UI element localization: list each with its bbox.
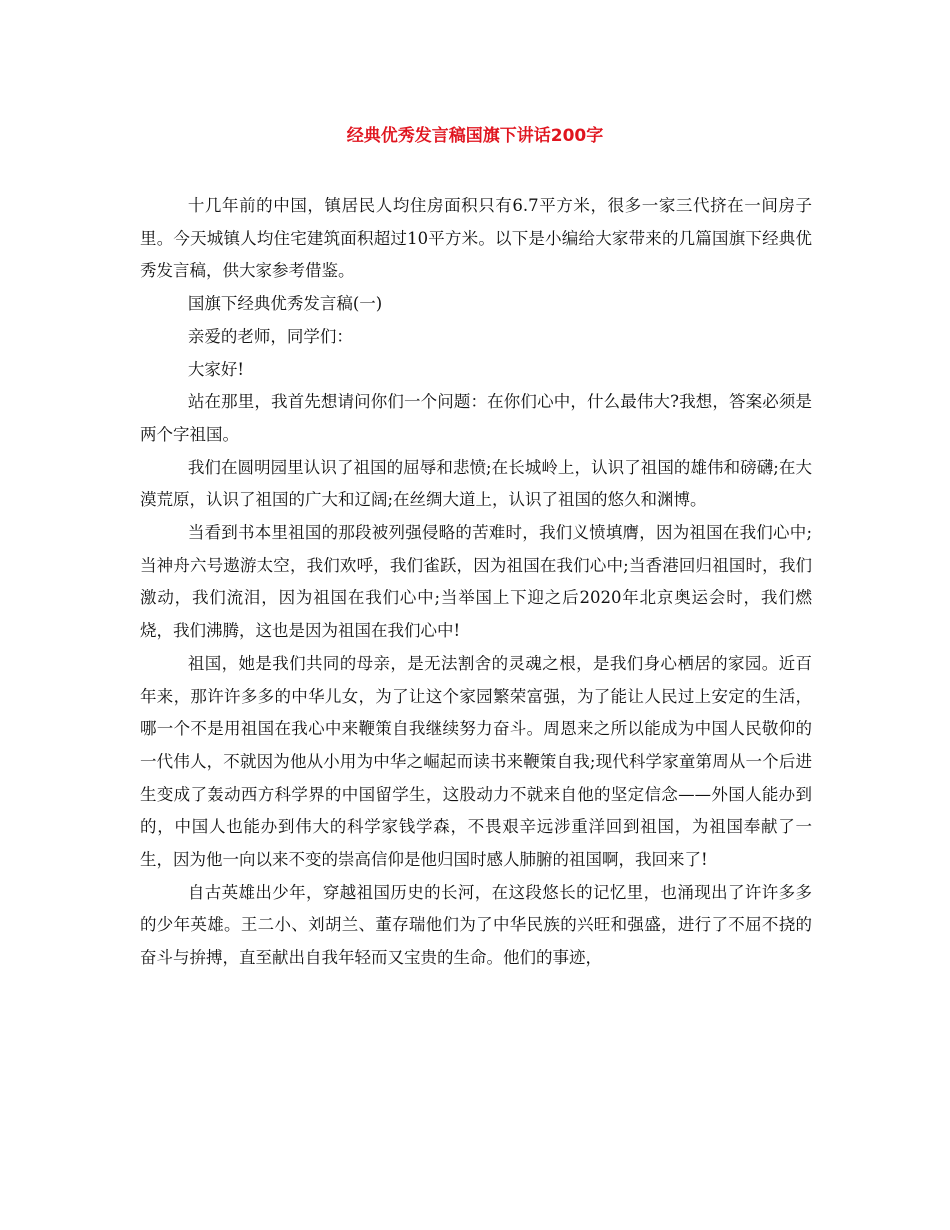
section-heading: 国旗下经典优秀发言稿(一) <box>187 294 383 314</box>
document-body <box>140 190 812 975</box>
paragraph: 我们在圆明园里认识了祖国的屈辱和悲愤;在长城岭上，认识了祖国的雄伟和磅礴;在大漠荒原，认识了祖国的广大和辽阔;在丝绸大道上，认识了祖国的悠久和渊博。 <box>140 457 812 510</box>
paragraph: 祖国，她是我们共同的母亲，是无法割舍的灵魂之根，是我们身心栖居的家园。近百年来，那许许多多的中华儿女，为了让这个家园繁荣富强，为了能让人民过上安定的生活，哪一个不是用祖国在我心中来鞭策自我继续努力奋斗。周恩来之所以能成为中国人民敬仰的一代伟人，不就因为他从小用为中华之崛起而读书来鞭策自我;现代科学家童第周从一个后进生变成了轰动西方科学界的中国留学生，这股动力不就来自他的坚定信念——外国人能办到的，中国人也能办到伟大的科学家钱学森，不畏艰辛远涉重洋回到祖国，为祖国奉献了一生，因为他一向以来不变的崇高信仰是他归国时感人肺腑的祖国啊，我回来了! <box>140 653 812 870</box>
document-title: 经典优秀发言稿国旗下讲话200字 <box>346 126 604 146</box>
paragraph: 自古英雄出少年，穿越祖国历史的长河，在这段悠长的记忆里，也涌现出了许许多多的少年英雄。王二小、刘胡兰、董存瑞他们为了中华民族的兴旺和强盛，进行了不屈不挠的奋斗与拚搏，直至献出自我年轻而又宝贵的生命。他们的事迹， <box>140 882 812 968</box>
paragraph-intro: 十几年前的中国，镇居民人均住房面积只有6.7平方米，很多一家三代挤在一间房子里。今天城镇人均住宅建筑面积超过10平方米。以下是小编给大家带来的几篇国旗下经典优秀发言稿，供大家参考借鉴。 <box>140 196 812 281</box>
paragraph: 站在那里，我首先想请问你们一个问题：在你们心中，什么最伟大?我想，答案必须是两个字祖国。 <box>140 392 812 444</box>
paragraph: 当看到书本里祖国的那段被列强侵略的苦难时，我们义愤填膺，因为祖国在我们心中;当神舟六号遨游太空，我们欢呼，我们雀跃，因为祖国在我们心中;当香港回归祖国时，我们激动，我们流泪，因为祖国在我们心中;当举国上下迎之后2020年北京奥运会时，我们燃烧，我们沸腾，这也是因为祖国在我们心中! <box>140 523 812 641</box>
salutation: 亲爱的老师，同学们： <box>187 326 353 346</box>
greeting: 大家好! <box>187 359 244 379</box>
